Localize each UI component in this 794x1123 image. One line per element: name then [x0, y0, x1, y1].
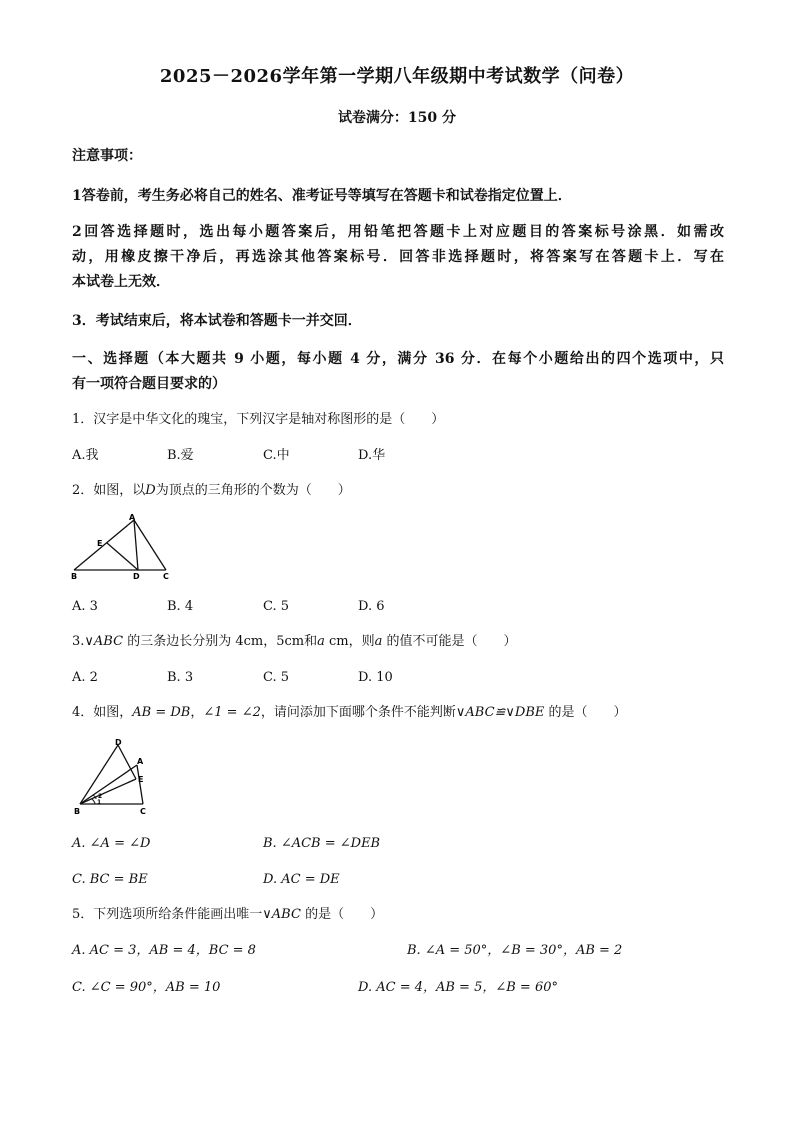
q2-segment-ac: [134, 520, 166, 570]
question-2-figure: [68, 512, 180, 584]
question-2-stem: [72, 481, 351, 501]
q4-segment-ba: [80, 765, 137, 804]
question-3-option-c[interactable]: C. 5: [263, 670, 290, 685]
question-1-option-b[interactable]: B.爱: [167, 448, 194, 463]
question-5-stem-post: 的是（ ）: [300, 907, 384, 922]
question-3-option-d[interactable]: D. 10: [358, 670, 393, 685]
q4-label-a: A: [137, 757, 144, 766]
question-4-stem-congruence: ∨ABC≌∨DBE: [455, 705, 545, 720]
question-5-option-b[interactable]: B. ∠A = 50°，∠B = 30°，AB = 2: [407, 943, 623, 958]
question-4-stem-eq: AB = DB: [132, 705, 191, 720]
q4-label-1: 1: [97, 799, 102, 806]
question-5-option-d[interactable]: D. AC = 4，AB = 5，∠B = 60°: [358, 980, 559, 995]
q2-label-a: A: [129, 513, 136, 522]
q2-label-b: B: [71, 572, 78, 581]
q2-segment-ed: [107, 543, 138, 570]
question-5-stem: [72, 905, 383, 925]
notice-item-2-line-2: 动，用橡皮擦干净后，再选涂其他答案标号．回答非选择题时，将答案写在答题卡上．写在: [72, 249, 724, 265]
question-3-option-b[interactable]: B. 3: [167, 670, 194, 685]
question-2-stem-post: 为顶点的三角形的个数为（ ）: [155, 483, 351, 498]
q4-label-e: E: [138, 775, 144, 784]
question-3-stem-pre: 3.: [72, 634, 85, 649]
section-1-heading-line-1: 一、选择题（本大题共 9 小题，每小题 4 分，满分 36 分．在每个小题给出的四个选项中，只: [72, 351, 724, 367]
q4-label-d: D: [115, 738, 122, 747]
q2-label-c: C: [163, 572, 169, 581]
q2-segment-ad: [134, 520, 138, 570]
question-4-option-d[interactable]: D. AC = DE: [263, 872, 340, 887]
question-3-stem-a: a: [317, 634, 325, 649]
question-3-stem-triangle: ∨ABC: [84, 634, 124, 649]
question-4-figure: [70, 736, 160, 820]
question-2-stem-var: D: [145, 483, 156, 498]
section-1-heading-line-2: 有一项符合题目要求的）: [72, 376, 226, 392]
notice-item-1: 1答卷前，考生务必将自己的姓名、准考证号等填写在答题卡和试卷指定位置上．: [72, 188, 572, 204]
q4-segment-de: [118, 745, 136, 779]
question-3-stem-post: 的值不可能是（ ）: [382, 634, 517, 649]
question-1-option-d[interactable]: D.华: [358, 448, 386, 463]
question-3-stem: [72, 632, 517, 652]
q4-segment-ac: [137, 765, 143, 804]
notice-item-2-line-1: 2回答选择题时，选出每小题答案后，用铅笔把答题卡上对应题目的答案标号涂黑．如需改: [72, 224, 724, 240]
question-2-option-a[interactable]: A. 3: [72, 599, 98, 614]
full-score: 试卷满分：150 分: [337, 110, 457, 126]
notice-item-2-line-3: 本试卷上无效．: [72, 274, 170, 290]
question-4-stem: [72, 703, 627, 723]
question-4-option-c[interactable]: C. BC = BE: [72, 872, 148, 887]
question-3-stem-mid-2: cm，则: [324, 634, 375, 649]
question-3-stem-mid-1: 的三条边长分别为 4cm，5cm和: [123, 634, 318, 649]
q4-label-b: B: [74, 807, 81, 816]
question-5-stem-pre: 5．下列选项所给条件能画出唯一: [72, 907, 263, 922]
q2-segment-ab: [74, 520, 134, 570]
question-1-option-c[interactable]: C.中: [263, 448, 290, 463]
q2-label-e: E: [97, 539, 103, 548]
notice-heading: 注意事项：: [72, 148, 142, 164]
question-4-stem-sep: ，: [190, 705, 204, 720]
question-2-option-d[interactable]: D. 6: [358, 599, 385, 614]
q4-label-2: 2: [98, 793, 103, 800]
question-4-stem-mid: ，请问添加下面哪个条件不能判断: [260, 705, 456, 720]
q4-label-c: C: [140, 807, 146, 816]
question-5-option-a[interactable]: A. AC = 3，AB = 4，BC = 8: [72, 943, 256, 958]
question-5-option-c[interactable]: C. ∠C = 90°，AB = 10: [72, 980, 221, 995]
q4-angle-arc-1: [92, 799, 95, 804]
q2-label-d: D: [133, 572, 140, 581]
question-3-stem-a-2: a: [374, 634, 383, 649]
question-2-option-b[interactable]: B. 4: [167, 599, 194, 614]
question-5-stem-triangle: ∨ABC: [262, 907, 301, 922]
question-4-stem-angles: ∠1 = ∠2: [203, 705, 261, 720]
exam-title: 2025－2026学年第一学期八年级期中考试数学（问卷）: [159, 66, 635, 87]
question-2-option-c[interactable]: C. 5: [263, 599, 290, 614]
notice-item-3: 3．考试结束后，将本试卷和答题卡一并交回．: [72, 313, 362, 329]
question-1-option-a[interactable]: A.我: [72, 448, 99, 463]
question-4-stem-pre: 4．如图，: [72, 705, 133, 720]
question-1-stem: 1．汉字是中华文化的瑰宝，下列汉字是轴对称图形的是（ ）: [72, 412, 445, 427]
question-4-stem-post: 的是（ ）: [544, 705, 627, 720]
question-4-option-a[interactable]: A. ∠A = ∠D: [72, 836, 151, 851]
question-4-option-b[interactable]: B. ∠ACB = ∠DEB: [263, 836, 381, 851]
question-2-stem-pre: 2．如图，以: [72, 483, 146, 498]
question-3-option-a[interactable]: A. 2: [72, 670, 98, 685]
